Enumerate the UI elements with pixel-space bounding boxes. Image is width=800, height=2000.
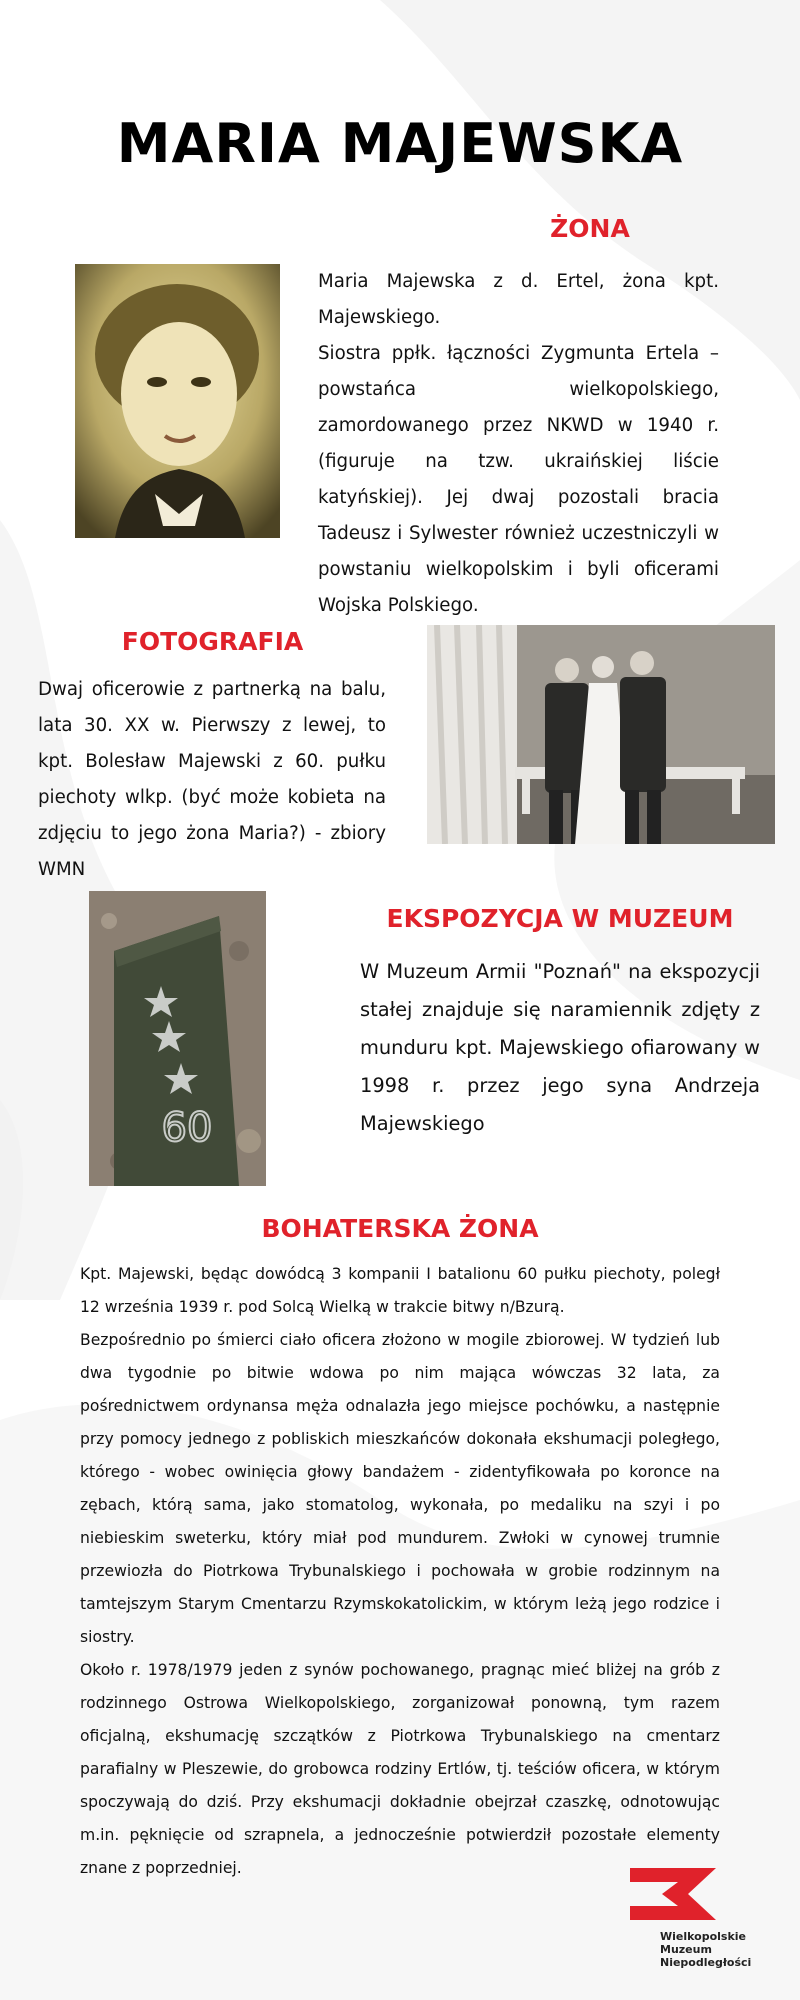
wife-paragraph-2: Siostra ppłk. łączności Zygmunta Ertela – powstańca wielkopolskiego, zamordowanego przez NKWD w 1940 r. (figuruje na tzw. ukraińskiej liście katyńskiej). Jej dwaj pozostali bracia Tadeusz i Sylwester również uczestniczyli w powstaniu wielkopolskim i byli oficerami Wojska Polskiego. — [318, 343, 719, 616]
photo-caption: Dwaj oficerowie z partnerką na balu, lata 30. XX w. Pierwszy z lewej, to kpt. Bolesław Majewski z 60. pułku piechoty wlkp. (być może kobieta na zdjęciu to jego żona Maria?) - zbiory WMN — [38, 679, 386, 880]
logo-text — [660, 1930, 780, 1969]
hero-paragraph-3: Około r. 1978/1979 jeden z synów pochowanego, pragnąc mieć bliżej na grób z rodzinnego Ostrowa Wielkopolskiego, zorganizował ponowną, tym razem oficjalną, ekshumację szczątków z Piotrkowa Trybunalskiego na cmentarz parafialny w Pleszewie, do grobowca rodziny Ertlów, tj. teściów oficera, w którym spoczywają do dziś. Przy ekshumacji dokładnie obejrzał czaszkę, odnotowując m.in. pęknięcie od szrapnela, a jednocześnie potwierdził pozostałe elementy znane z poprzedniej. — [80, 1661, 720, 1877]
hero-paragraph-1: Kpt. Majewski, będąc dowódcą 3 kompanii I batalionu 60 pułku piechoty, poległ 12 września 1939 r. pod Solcą Wielką w trakcie bitwy n/Bzurą. — [80, 1265, 720, 1316]
logo-line-1: Wielkopolskie — [660, 1930, 747, 1943]
museum-heading: EKSPOZYCJA W MUZEUM — [386, 904, 734, 933]
logo-mark-icon — [628, 1866, 718, 1922]
museum-text: W Muzeum Armii "Poznań" na ekspozycji stałej znajduje się naramiennik zdjęty z munduru kpt. Majewskiego ofiarowany w 1998 r. przez jego syna Andrzeja Majewskiego — [360, 960, 760, 1135]
museum-logo — [628, 1866, 738, 1926]
portrait-photo — [75, 264, 280, 538]
photo-heading: FOTOGRAFIA — [121, 627, 304, 656]
wife-paragraph-1: Maria Majewska z d. Ertel, żona kpt. Majewskiego. — [318, 271, 719, 328]
epaulette-photo — [89, 891, 266, 1186]
ball-photo — [427, 625, 775, 844]
page-title: MARIA MAJEWSKA — [116, 112, 684, 175]
hero-text — [80, 1258, 720, 1885]
wife-heading: ŻONA — [550, 214, 630, 243]
logo-line-2: Muzeum — [660, 1943, 712, 1956]
epaulette-number: 60 — [161, 1105, 213, 1151]
hero-heading: BOHATERSKA ŻONA — [261, 1214, 539, 1243]
hero-paragraph-2: Bezpośrednio po śmierci ciało oficera złożono w mogile zbiorowej. W tydzień lub dwa tygodnie po bitwie wdowa po nim mająca wówczas 32 lata, za pośrednictwem ordynansa męża odnalazła jego miejsce pochówku, a następnie przy pomocy jednego z pobliskich mieszkańców dokonała ekshumacji poległego, którego - wobec owinięcia głowy bandażem - zidentyfikowała po koronce na zębach, którą sama, jako stomatolog, wykonała, po medaliku na szyi i po niebieskim sweterku, który miał pod mundurem. Zwłoki w cynowej trumnie przewiozła do Piotrkowa Trybunalskiego i pochowała w grobie rodzinnym na tamtejszym Starym Cmentarzu Rzymskokatolickim, w którym leżą jego rodzice i siostry. — [80, 1331, 720, 1646]
logo-line-3: Niepodległości — [660, 1956, 752, 1969]
wife-text — [318, 264, 719, 624]
